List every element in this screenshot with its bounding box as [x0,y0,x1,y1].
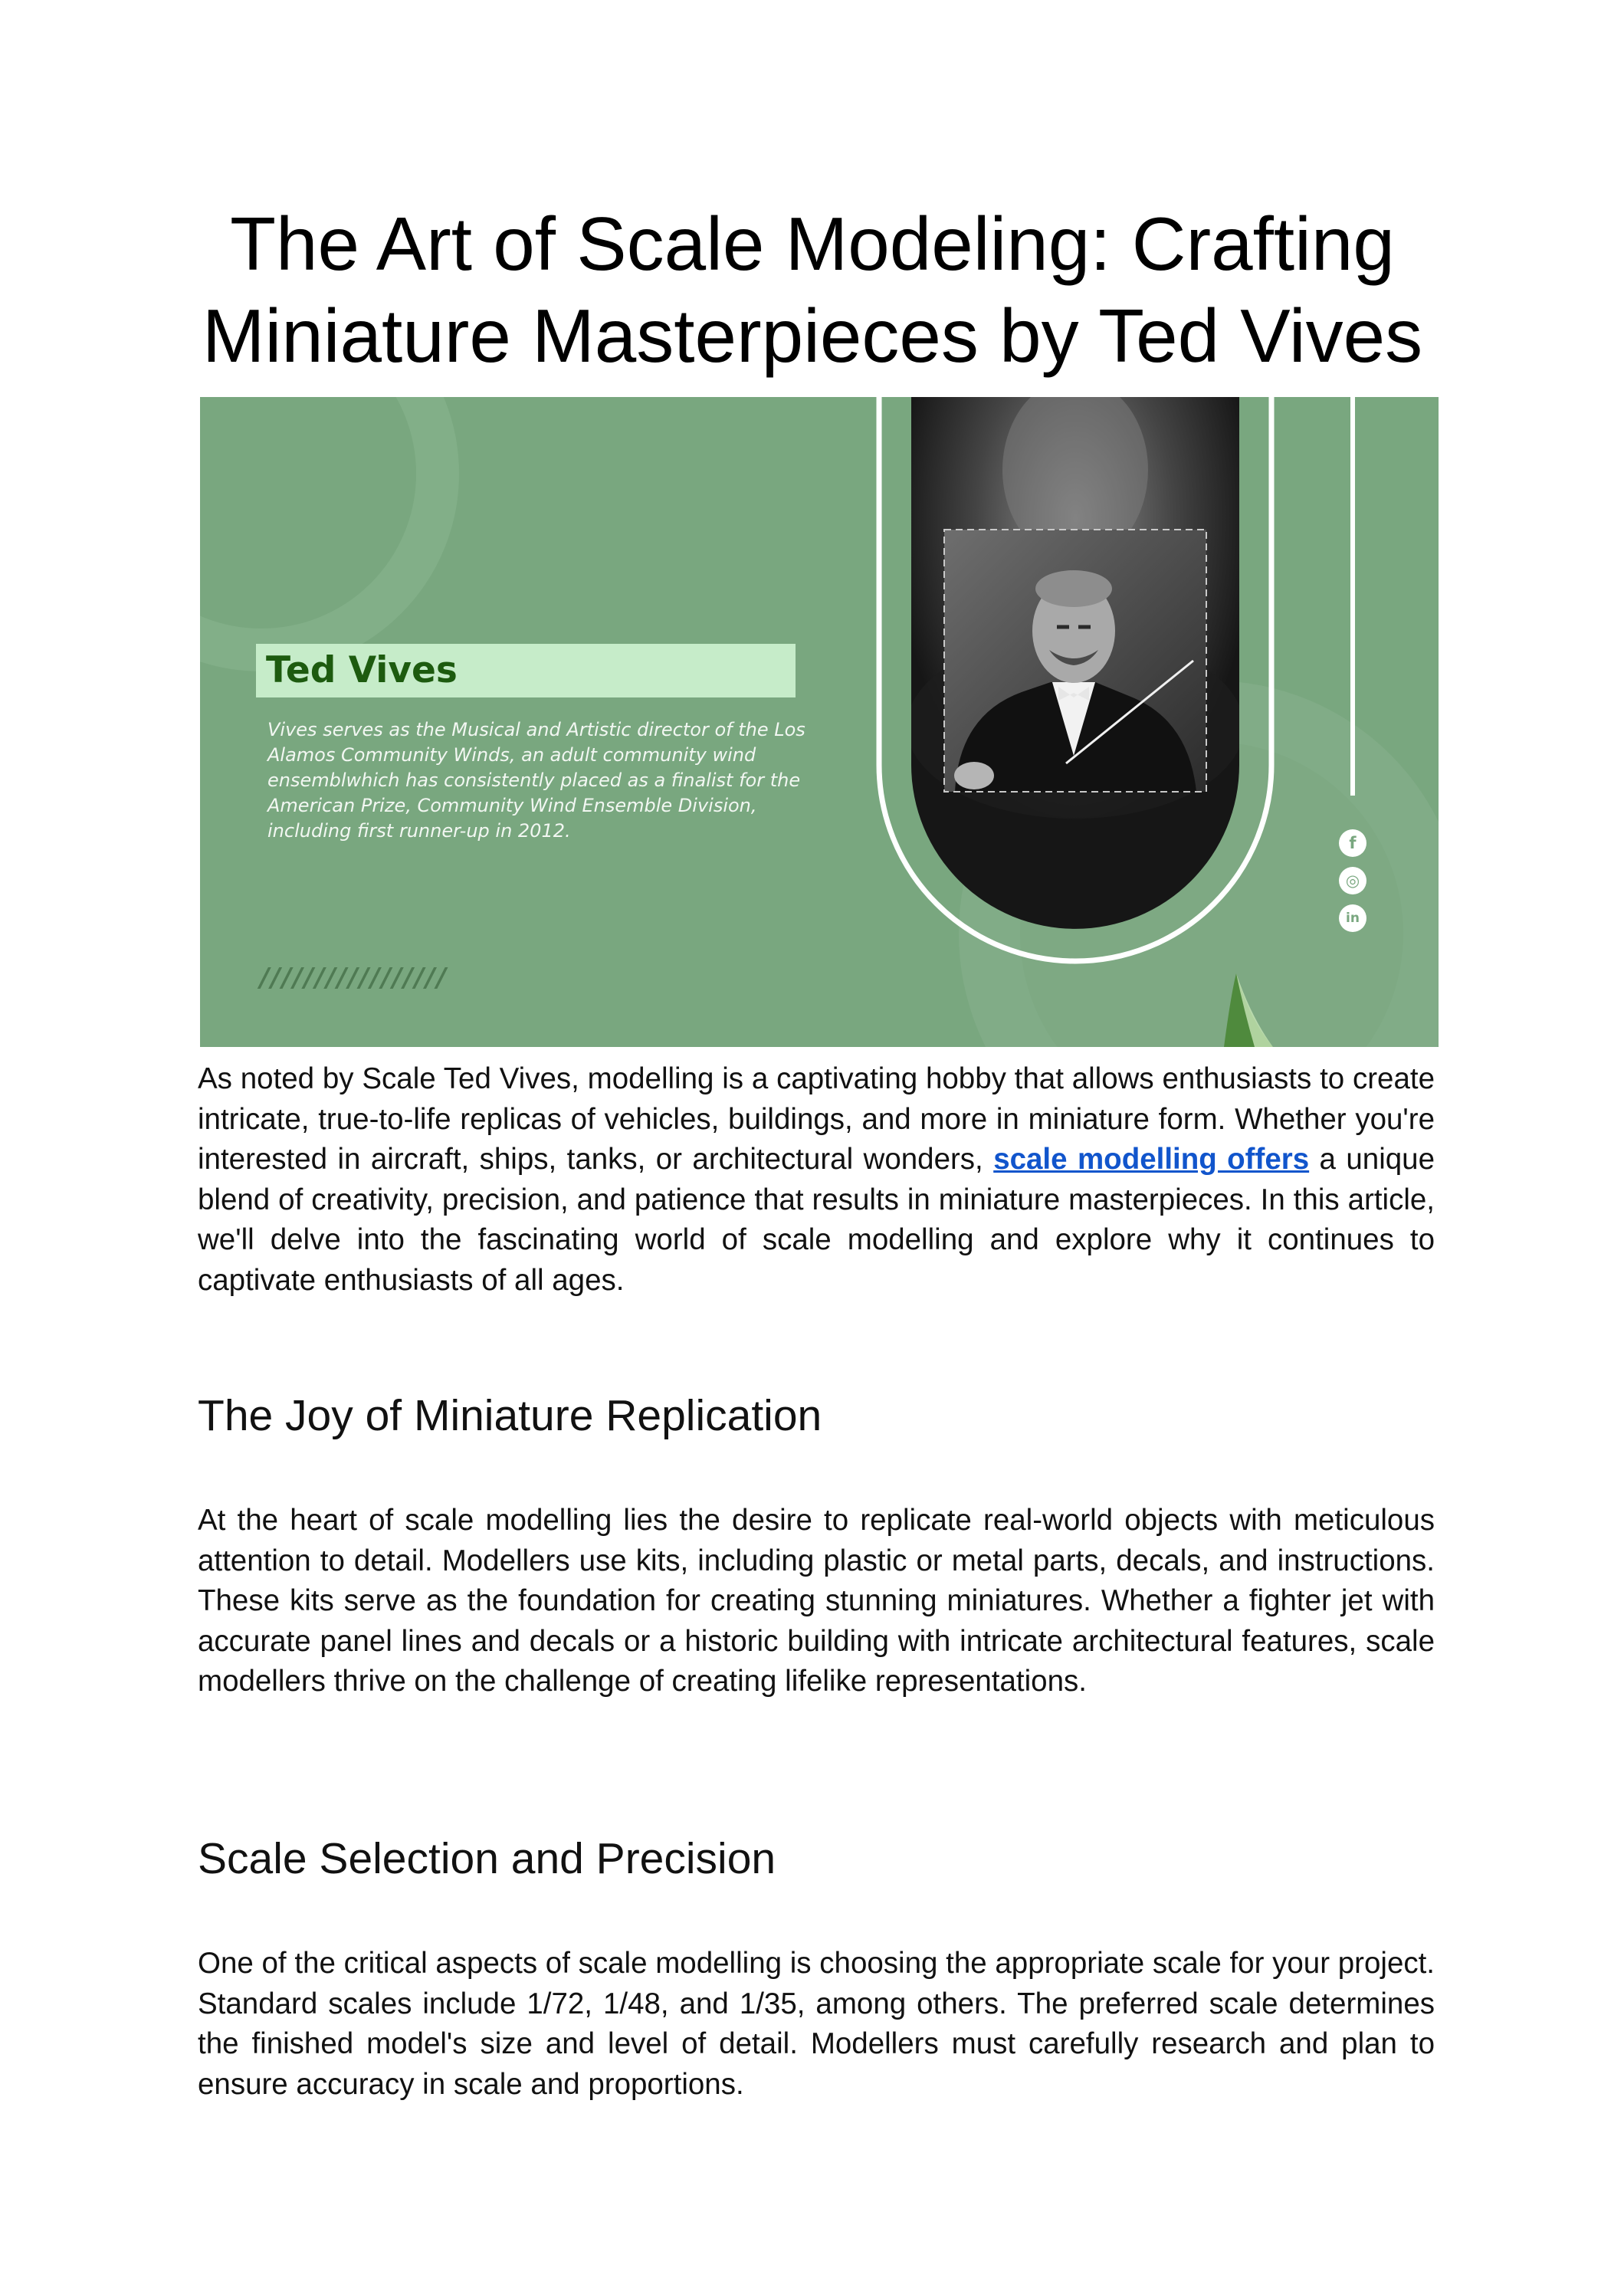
scale-modelling-link[interactable]: scale modelling offers [993,1143,1310,1176]
facebook-icon[interactable]: f [1339,829,1366,857]
section-heading-joy: The Joy of Miniature Replication [198,1391,822,1440]
portrait-photo [944,530,1206,792]
section-body-joy: At the heart of scale modelling lies the desire to replicate real-world objects with meticulous attention to detail. Modellers use kits, including plastic or metal parts, decals, and instructions. These kits serve as the foundation for creating stunning miniatures. Whether a fighter jet with accurate panel lines and decals or a historic building with intricate architectural features, scale modellers thrive on the challenge of creating lifelike representations. [198,1504,1435,1698]
document-title: The Art of Scale Modeling: Crafting Miniature Masterpieces by Ted Vives [202,202,1423,378]
decor-hatch: ///////////////// [260,963,448,993]
decor-ring [200,397,438,650]
section-body-scale: One of the critical aspects of scale modelling is choosing the appropriate scale for your project. Standard scales include 1/72, 1/48, and 1/35, among others. The preferred scale determines the finished model's size and level of detail. Modellers must carefully research and plan to ensure accuracy in scale and proportions. [198,1947,1435,2101]
profile-name: Ted Vives [266,649,458,691]
instagram-icon[interactable]: ◎ [1339,867,1366,894]
intro-text-before: As noted by Scale Ted Vives, modelling is a captivating hobby that allows enthusiasts to create intricate, true-to-life replicas of vehicles, buildings, and more in miniature form. Whether you're interested in aircraft, ships, tanks, or architectural wonders, [198,1062,1435,1176]
profile-bio: Vives serves as the Musical and Artistic director of the Los Alamos Community Winds, an adult community wind ensemblwhich has consistently placed as a finalist for the American Prize, Community Wind Ensemble Division, including first runner-up in 2012. [267,719,805,842]
section-heading-scale: Scale Selection and Precision [198,1834,776,1883]
profile-banner [200,397,1439,1047]
intro-paragraph [198,1059,1435,1301]
intro-text-after: a unique blend of creativity, precision, and patience that results in miniature masterpieces. In this article, we'll delve into the fascinating world of scale modelling and explore why it continues to captivate enthusiasts of all ages. [198,1143,1435,1297]
linkedin-icon[interactable]: in [1339,904,1366,932]
